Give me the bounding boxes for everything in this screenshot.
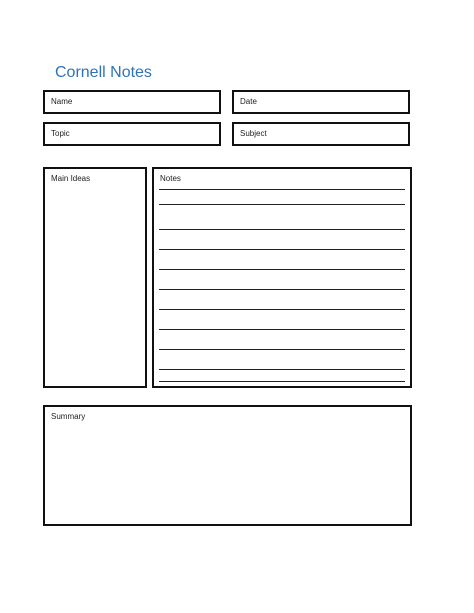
notes-column[interactable] (152, 167, 412, 388)
note-line (159, 309, 405, 310)
topic-field[interactable] (43, 122, 221, 146)
main-ideas-label: Main Ideas (51, 174, 91, 183)
subject-label: Subject (240, 129, 267, 138)
summary-section[interactable] (43, 405, 412, 526)
note-line (159, 269, 405, 270)
note-line (159, 204, 405, 205)
note-line (159, 381, 405, 382)
subject-field[interactable] (232, 122, 410, 146)
main-ideas-column[interactable] (43, 167, 147, 388)
note-line (159, 369, 405, 370)
date-label: Date (240, 97, 257, 106)
summary-label: Summary (51, 412, 86, 421)
date-field[interactable] (232, 90, 410, 114)
note-line (159, 229, 405, 230)
note-line (159, 249, 405, 250)
note-line (159, 349, 405, 350)
name-label: Name (51, 97, 73, 106)
topic-label: Topic (51, 129, 70, 138)
notes-label: Notes (160, 174, 181, 183)
name-field[interactable] (43, 90, 221, 114)
page-title: Cornell Notes (55, 64, 152, 81)
note-line (159, 329, 405, 330)
note-line (159, 289, 405, 290)
note-line (159, 189, 405, 190)
